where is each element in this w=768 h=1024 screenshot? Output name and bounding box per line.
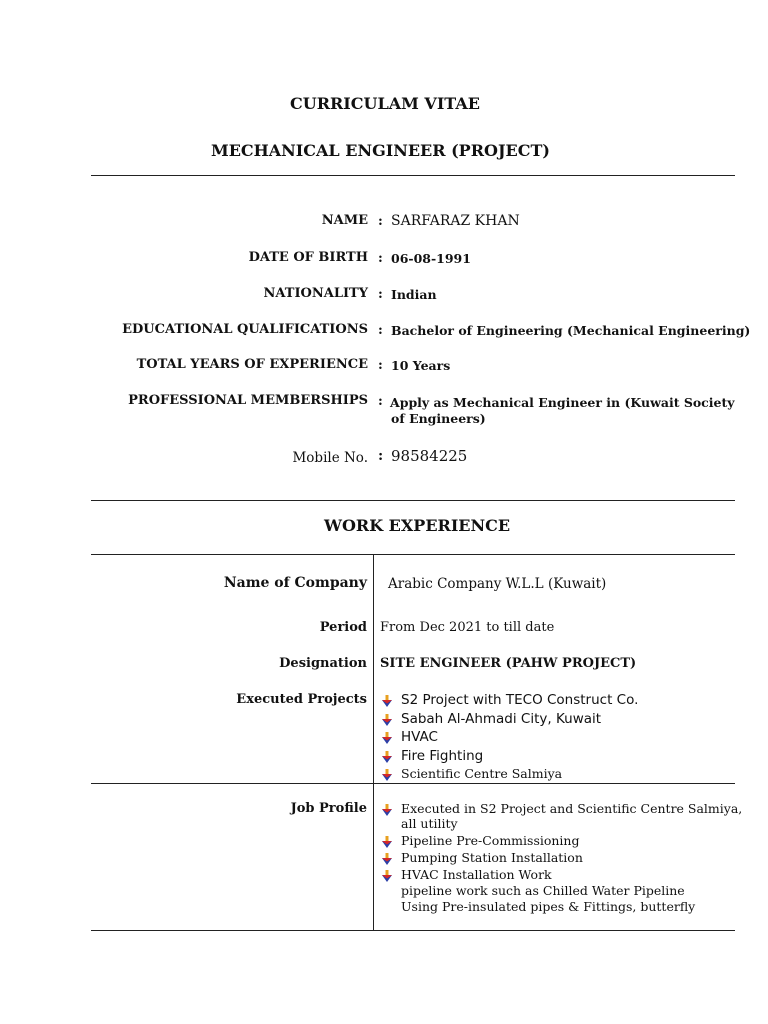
executed-projects-list (380, 691, 638, 784)
list-item (380, 728, 638, 747)
period-label: Period (319, 620, 367, 635)
list-item-text: Executed in S2 Project and Scientific Centre Salmiya, (401, 801, 743, 816)
nationality-value: Indian (391, 287, 437, 302)
arrow-bullet-icon (382, 835, 392, 847)
colon: : (378, 394, 383, 409)
experience-value: 10 Years (391, 358, 451, 373)
colon: : (378, 214, 383, 229)
arrow-bullet-icon (382, 750, 392, 762)
job-profile-items (380, 832, 742, 883)
list-item (380, 832, 742, 849)
divider (91, 554, 735, 555)
list-item-text: Scientific Centre Salmiya (401, 766, 563, 781)
divider (91, 930, 735, 931)
arrow-bullet-icon (382, 803, 392, 815)
list-item-text: HVAC (401, 729, 438, 745)
divider (91, 783, 735, 784)
job-profile-label: Job Profile (290, 801, 367, 816)
arrow-bullet-icon (382, 869, 392, 881)
colon: : (378, 448, 384, 464)
job-profile-items (380, 800, 742, 817)
experience-label: TOTAL YEARS OF EXPERIENCE (136, 357, 368, 372)
education-label: EDUCATIONAL QUALIFICATIONS (122, 322, 368, 337)
job-profile-list (380, 800, 742, 915)
name-label: NAME (321, 213, 368, 228)
arrow-bullet-icon (382, 768, 392, 780)
list-item (380, 747, 638, 766)
list-item (380, 765, 638, 784)
memberships-label: PROFESSIONAL MEMBERSHIPS (128, 393, 368, 408)
arrow-bullet-icon (382, 852, 392, 864)
nationality-label: NATIONALITY (263, 286, 368, 301)
divider (91, 175, 735, 176)
divider (91, 500, 735, 501)
company-label: Name of Company (223, 575, 367, 591)
list-item (380, 800, 742, 817)
colon: : (378, 358, 383, 373)
section-title-text: WORK EXPERIENCE (324, 516, 511, 535)
list-item-text: Pipeline Pre-Commissioning (401, 833, 580, 848)
memberships-value: Apply as Mechanical Engineer in (Kuwait Society of Engineers) (390, 395, 735, 426)
list-item-continuation: pipeline work such as Chilled Water Pipeline (401, 883, 685, 898)
arrow-bullet-icon (382, 731, 392, 743)
arrow-bullet-icon (382, 694, 392, 706)
list-item-text: Pumping Station Installation (401, 850, 583, 865)
column-divider (373, 555, 374, 783)
list-item-text: Fire Fighting (401, 747, 484, 764)
column-divider (373, 784, 374, 930)
dob-value: 06-08-1991 (391, 251, 471, 266)
list-item-text: S2 Project with TECO Construct Co. (401, 692, 639, 708)
dob-label: DATE OF BIRTH (248, 250, 368, 265)
period-value: From Dec 2021 to till date (380, 620, 555, 635)
document-subtitle: MECHANICAL ENGINEER (PROJECT) (211, 141, 550, 160)
name-value: SARFARAZ KHAN (391, 213, 520, 229)
title-text: CURRICULAM VITAE (290, 94, 480, 113)
executed-projects-label: Executed Projects (236, 692, 367, 707)
colon: : (378, 323, 383, 338)
education-value: Bachelor of Engineering (Mechanical Engineering) (391, 323, 751, 338)
list-item-text: Sabah Al-Ahmadi City, Kuwait (401, 710, 602, 727)
list-item-continuation: all utility (401, 816, 458, 831)
list-item (380, 849, 742, 866)
list-item (380, 866, 742, 883)
mobile-value: 98584225 (391, 447, 468, 465)
colon: : (378, 287, 383, 302)
designation-label: Designation (279, 656, 367, 671)
arrow-bullet-icon (382, 713, 392, 725)
designation-value: SITE ENGINEER (PAHW PROJECT) (380, 656, 637, 671)
company-value: Arabic Company W.L.L (Kuwait) (388, 576, 607, 592)
colon: : (378, 251, 383, 266)
list-item (380, 691, 638, 710)
list-item-text: HVAC Installation Work (401, 867, 552, 882)
mobile-label: Mobile No. (292, 450, 368, 466)
list-item (380, 710, 638, 729)
list-item-continuation: Using Pre-insulated pipes & Fittings, butterfly (401, 899, 696, 914)
